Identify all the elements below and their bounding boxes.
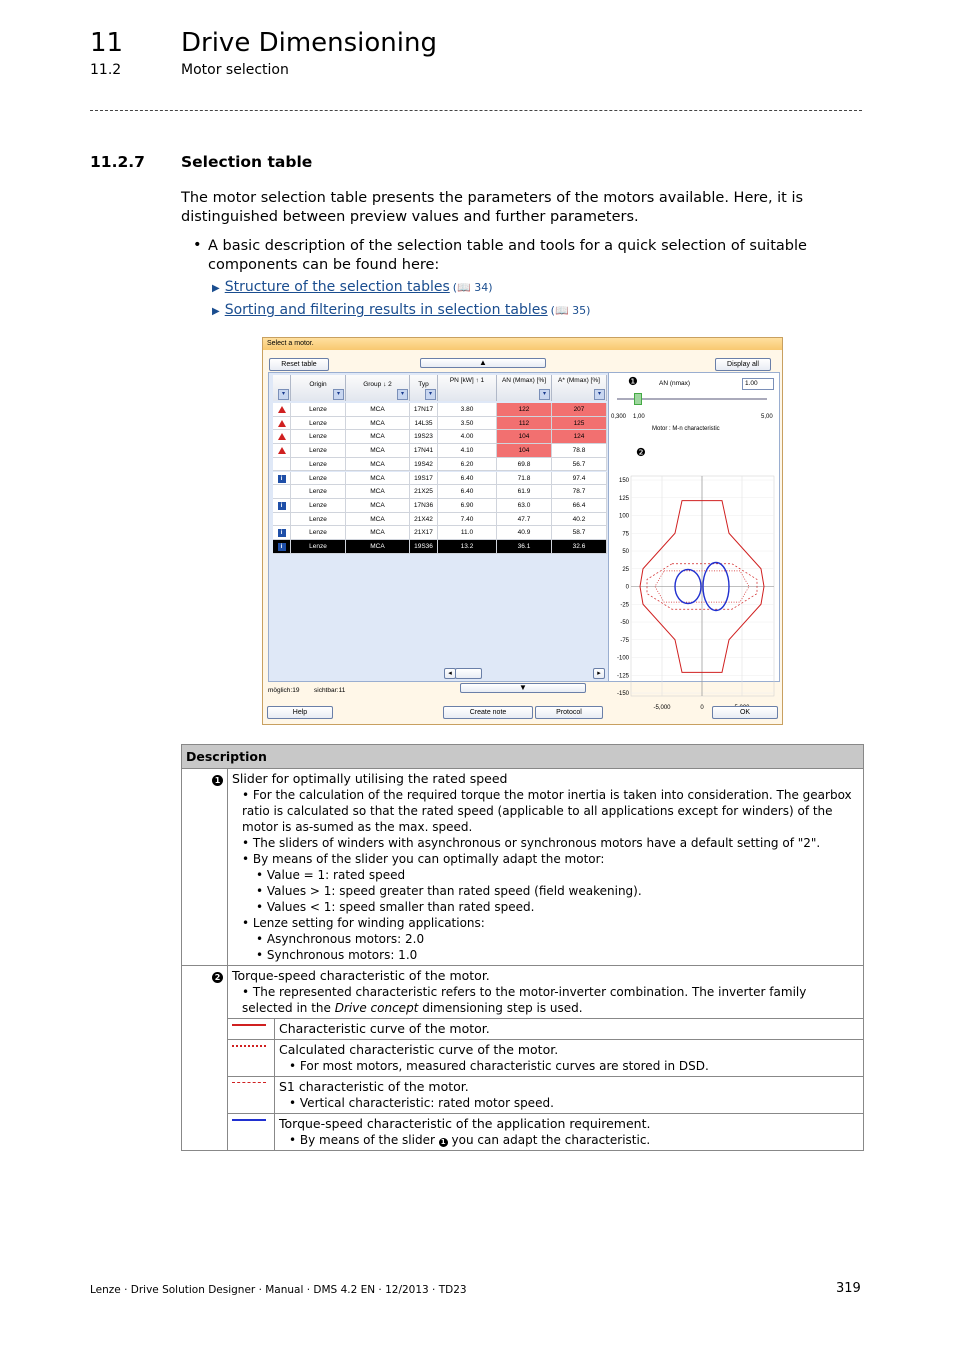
- table-cell: Lenze: [291, 513, 346, 527]
- warning-icon: [278, 406, 286, 413]
- scroll-up-button[interactable]: [420, 358, 546, 368]
- chevron-down-icon[interactable]: ▾: [333, 389, 344, 400]
- info-icon: i: [278, 543, 286, 551]
- x-tick-label: 0: [700, 705, 704, 711]
- table-cell: MCA: [346, 526, 410, 540]
- bullet-dot: •: [193, 237, 202, 253]
- legend-swatch-cell: [228, 1114, 275, 1151]
- book-icon: 📖: [457, 281, 471, 294]
- link-sorting-page: 35: [572, 304, 587, 317]
- page-number: 319: [836, 1281, 861, 1296]
- chevron-down-icon[interactable]: ▾: [425, 389, 436, 400]
- intro-paragraph: The motor selection table presents the parameters of the motors available. Here, it is distinguished between preview values and further parameters.: [181, 190, 804, 225]
- legend-row: [182, 1040, 864, 1077]
- table-cell: 122: [497, 403, 552, 417]
- legend-text-cell: Calculated characteristic curve of the motor. • For most motors, measured characteristic curves are stored in DSD.: [275, 1040, 864, 1077]
- table-cell: 19S42: [410, 458, 438, 472]
- create-note-button[interactable]: Create note: [443, 706, 533, 719]
- scroll-right-button[interactable]: ▸: [593, 668, 605, 679]
- row-status-cell: [273, 540, 291, 554]
- scroll-left-button[interactable]: ◂: [444, 668, 456, 679]
- list-item: • Lenze setting for winding applications:: [242, 916, 485, 930]
- table-cell: 14L35: [410, 417, 438, 431]
- table-cell: 104: [497, 444, 552, 458]
- section-title: Motor selection: [181, 62, 289, 78]
- legend-swatch-cell: [228, 1077, 275, 1114]
- window-title: Select a motor.: [263, 338, 782, 350]
- header-origin[interactable]: Origin ▾: [291, 375, 346, 401]
- horizontal-scroll-thumb[interactable]: [455, 668, 482, 679]
- row-status-cell: [273, 417, 291, 431]
- info-icon: i: [278, 529, 286, 537]
- torque-speed-chart: [609, 373, 779, 711]
- table-cell: 7.40: [438, 513, 497, 527]
- table-cell: Lenze: [291, 444, 346, 458]
- table-cell: Lenze: [291, 540, 346, 554]
- slider-label: AN (nmax): [659, 380, 691, 387]
- y-tick-label: 150: [618, 478, 629, 484]
- scroll-down-button[interactable]: [460, 683, 586, 693]
- header-divider: [90, 110, 862, 111]
- header-as[interactable]: A* (Mmax) [%] ▾: [552, 375, 607, 401]
- slider-max: 5,00: [761, 414, 773, 420]
- table-cell: 21X25: [410, 485, 438, 499]
- list-item: • Synchronous motors: 1.0: [256, 948, 418, 962]
- legend-swatch-cell: [228, 1019, 275, 1040]
- table-cell: 4.10: [438, 444, 497, 458]
- table-cell: 36.1: [497, 540, 552, 554]
- table-cell: 78.7: [552, 485, 607, 499]
- dashed-red-line-icon: [232, 1082, 266, 1083]
- table-cell: 63.0: [497, 499, 552, 513]
- table-cell: MCA: [346, 403, 410, 417]
- link-row-structure: ▶ Structure of the selection tables (📖 34): [212, 279, 493, 295]
- table-cell: 21X42: [410, 513, 438, 527]
- table-cell: MCA: [346, 513, 410, 527]
- section-number: 11.2: [90, 62, 122, 78]
- table-cell: 40.9: [497, 526, 552, 540]
- display-all-button[interactable]: Display all: [715, 358, 771, 371]
- list-item: • Values < 1: speed smaller than rated speed.: [256, 900, 535, 914]
- table-cell: 32.6: [552, 540, 607, 554]
- y-tick-label: 125: [618, 495, 629, 502]
- table-cell: 17N17: [410, 403, 438, 417]
- y-tick-label: -25: [620, 602, 629, 609]
- info-icon: i: [278, 502, 286, 510]
- table-row: [182, 966, 864, 1019]
- link-sorting[interactable]: Sorting and filtering results in selection tables: [224, 302, 548, 318]
- item1-marker-cell: [182, 769, 228, 966]
- chevron-down-icon[interactable]: ▾: [397, 389, 408, 400]
- row-status-cell: [273, 403, 291, 417]
- table-cell: 6.40: [438, 485, 497, 499]
- list-item: • The sliders of winders with asynchronous or synchronous motors have a default setting of "2".: [242, 836, 821, 850]
- list-item: • The represented characteristic refers to the motor-inverter combination. The inverter family selected in the Drive concept dimensioning step is used.: [242, 985, 807, 1015]
- triangle-down-icon: ▼: [519, 683, 527, 692]
- reset-table-button[interactable]: Reset table: [269, 358, 329, 371]
- legend-text-cell: Torque-speed characteristic of the application requirement. • By means of the slider 1 you can adapt the characteristic.: [275, 1114, 864, 1151]
- table-cell: 124: [552, 430, 607, 444]
- legend-row: [182, 1077, 864, 1114]
- table-cell: 97.4: [552, 472, 607, 486]
- footer-text: Lenze · Drive Solution Designer · Manual · DMS 4.2 EN · 12/2013 · TD23: [90, 1284, 467, 1296]
- table-cell: Lenze: [291, 417, 346, 431]
- chart-panel: [608, 372, 780, 711]
- y-tick-label: -75: [620, 637, 629, 644]
- table-cell: Lenze: [291, 430, 346, 444]
- table-cell: 6.40: [438, 472, 497, 486]
- row-status-cell: [273, 499, 291, 513]
- table-cell: 3.50: [438, 417, 497, 431]
- triangle-right-icon: ▶: [212, 283, 220, 294]
- status-visible: sichtbar:11: [314, 687, 346, 694]
- table-cell: 66.4: [552, 499, 607, 513]
- table-cell: 17N36: [410, 499, 438, 513]
- y-tick-label: 75: [622, 531, 629, 538]
- warning-icon: [278, 447, 286, 454]
- table-cell: 4.00: [438, 430, 497, 444]
- book-icon: 📖: [554, 304, 569, 317]
- dotted-red-line-icon: [232, 1045, 266, 1047]
- table-cell: MCA: [346, 499, 410, 513]
- legend-text-cell: Characteristic curve of the motor.: [275, 1019, 864, 1040]
- item2-title: Torque-speed characteristic of the motor.: [232, 968, 490, 983]
- table-cell: 69.8: [497, 458, 552, 472]
- warning-icon: [278, 433, 286, 440]
- row-status-cell: [273, 458, 291, 472]
- header-icon-col[interactable]: [273, 375, 291, 401]
- table-cell: 78.8: [552, 444, 607, 458]
- table-cell: 61.9: [497, 485, 552, 499]
- marker-1: 1: [212, 775, 223, 786]
- table-cell: 19S36: [410, 540, 438, 554]
- table-cell: 58.7: [552, 526, 607, 540]
- table-cell: 17N41: [410, 444, 438, 458]
- y-tick-label: 25: [622, 566, 629, 573]
- chapter-title: Drive Dimensioning: [181, 28, 437, 58]
- table-cell: 47.7: [497, 513, 552, 527]
- table-cell: 13.2: [438, 540, 497, 554]
- table-cell: MCA: [346, 417, 410, 431]
- row-status-cell: [273, 513, 291, 527]
- marker-2: 2: [212, 972, 223, 983]
- y-tick-label: -150: [616, 691, 629, 697]
- item1-content: [228, 769, 864, 966]
- table-cell: MCA: [346, 458, 410, 472]
- warning-icon: [278, 420, 286, 427]
- item2-marker-cell: [182, 966, 228, 1151]
- link-structure-page: 34: [474, 281, 489, 294]
- row-status-cell: [273, 444, 291, 458]
- item1-title: Slider for optimally utilising the rated speed: [232, 771, 508, 786]
- table-cell: MCA: [346, 540, 410, 554]
- table-cell: MCA: [346, 485, 410, 499]
- y-tick-label: -100: [616, 655, 629, 662]
- table-cell: Lenze: [291, 472, 346, 486]
- slider-value-input[interactable]: 1.00: [742, 378, 774, 390]
- header-pn[interactable]: PN [kW] ↑ 1: [438, 375, 497, 401]
- table-cell: 19S17: [410, 472, 438, 486]
- triangle-up-icon: ▲: [479, 358, 487, 367]
- table-cell: 71.8: [497, 472, 552, 486]
- row-status-cell: [273, 485, 291, 499]
- table-row: [182, 769, 864, 966]
- link-row-sorting: ▶ Sorting and filtering results in selection tables (📖 35): [212, 302, 591, 318]
- ok-button[interactable]: OK: [712, 706, 778, 719]
- triangle-right-icon: ▶: [212, 306, 220, 317]
- y-tick-label: 50: [622, 549, 629, 555]
- table-cell: Lenze: [291, 485, 346, 499]
- link-structure[interactable]: Structure of the selection tables: [224, 279, 450, 295]
- table-cell: 3.80: [438, 403, 497, 417]
- header-group[interactable]: Group ↓ 2 ▾: [346, 375, 410, 401]
- slider-mid: 1,00: [633, 414, 645, 420]
- row-status-cell: [273, 430, 291, 444]
- slider-min: 0,300: [611, 414, 627, 420]
- legend-swatch-cell: [228, 1040, 275, 1077]
- table-cell: 207: [552, 403, 607, 417]
- marker-2: ❷: [636, 447, 646, 459]
- chevron-down-icon[interactable]: ▾: [539, 389, 550, 400]
- marker-1: ❶: [628, 376, 638, 388]
- table-cell: 125: [552, 417, 607, 431]
- table-cell: 104: [497, 430, 552, 444]
- table-cell: Lenze: [291, 526, 346, 540]
- list-item: • Values > 1: speed greater than rated speed (field weakening).: [256, 884, 642, 898]
- table-cell: 6.20: [438, 458, 497, 472]
- list-item: • Asynchronous motors: 2.0: [256, 932, 425, 946]
- selection-table: [268, 372, 609, 682]
- y-tick-label: -125: [616, 673, 629, 680]
- y-tick-label: 0: [625, 584, 629, 591]
- header-an[interactable]: AN (Mmax) [%] ▾: [497, 375, 552, 401]
- row-status-cell: [273, 526, 291, 540]
- legend-text-cell: S1 characteristic of the motor. • Vertical characteristic: rated motor speed.: [275, 1077, 864, 1114]
- list-item: • By means of the slider you can optimally adapt the motor:: [242, 852, 605, 866]
- table-cell: 6.90: [438, 499, 497, 513]
- table-cell: 21X17: [410, 526, 438, 540]
- protocol-button[interactable]: Protocol: [535, 706, 603, 719]
- item2-content: [228, 966, 864, 1019]
- y-tick-label: -50: [620, 620, 629, 626]
- table-cell: MCA: [346, 472, 410, 486]
- status-possible: möglich:19: [268, 687, 300, 694]
- solid-blue-line-icon: [232, 1119, 266, 1121]
- solid-red-line-icon: [232, 1024, 266, 1026]
- subsection-title: Selection table: [181, 153, 313, 171]
- subsection-number: 11.2.7: [90, 153, 145, 171]
- chapter-number: 11: [90, 28, 124, 58]
- table-cell: MCA: [346, 430, 410, 444]
- table-cell: Lenze: [291, 499, 346, 513]
- description-header: Description: [182, 745, 864, 769]
- list-item: • For the calculation of the required torque the motor inertia is taken into consideration. The gearbox ratio is calculated so that the rated speed (applicable to all applications except for winders) of the motor is as-sumed as the max. speed.: [242, 788, 852, 834]
- row-status-cell: [273, 472, 291, 486]
- table-cell: MCA: [346, 444, 410, 458]
- table-cell: Lenze: [291, 458, 346, 472]
- help-button[interactable]: Help: [267, 706, 333, 719]
- table-cell: Lenze: [291, 403, 346, 417]
- x-tick-label: -5,000: [653, 705, 671, 711]
- description-table: [181, 744, 864, 1151]
- chevron-down-icon[interactable]: ▾: [594, 389, 605, 400]
- bullet-text: A basic description of the selection table and tools for a quick selection of suitable components can be found here:: [208, 238, 807, 273]
- y-tick-label: 100: [618, 513, 629, 520]
- info-icon: i: [278, 475, 286, 483]
- motor-selection-screenshot: [262, 337, 783, 725]
- marker-1: 1: [439, 1138, 448, 1147]
- table-cell: 112: [497, 417, 552, 431]
- table-cell: 56.7: [552, 458, 607, 472]
- header-typ[interactable]: Typ ▾: [410, 375, 438, 401]
- legend-row: [182, 1019, 864, 1040]
- table-cell: 40.2: [552, 513, 607, 527]
- table-cell: 19S23: [410, 430, 438, 444]
- table-cell: 11.0: [438, 526, 497, 540]
- chart-title: Motor : M-n characteristic: [652, 426, 720, 432]
- legend-row: [182, 1114, 864, 1151]
- chevron-down-icon[interactable]: ▾: [278, 389, 289, 400]
- list-item: • Value = 1: rated speed: [256, 868, 406, 882]
